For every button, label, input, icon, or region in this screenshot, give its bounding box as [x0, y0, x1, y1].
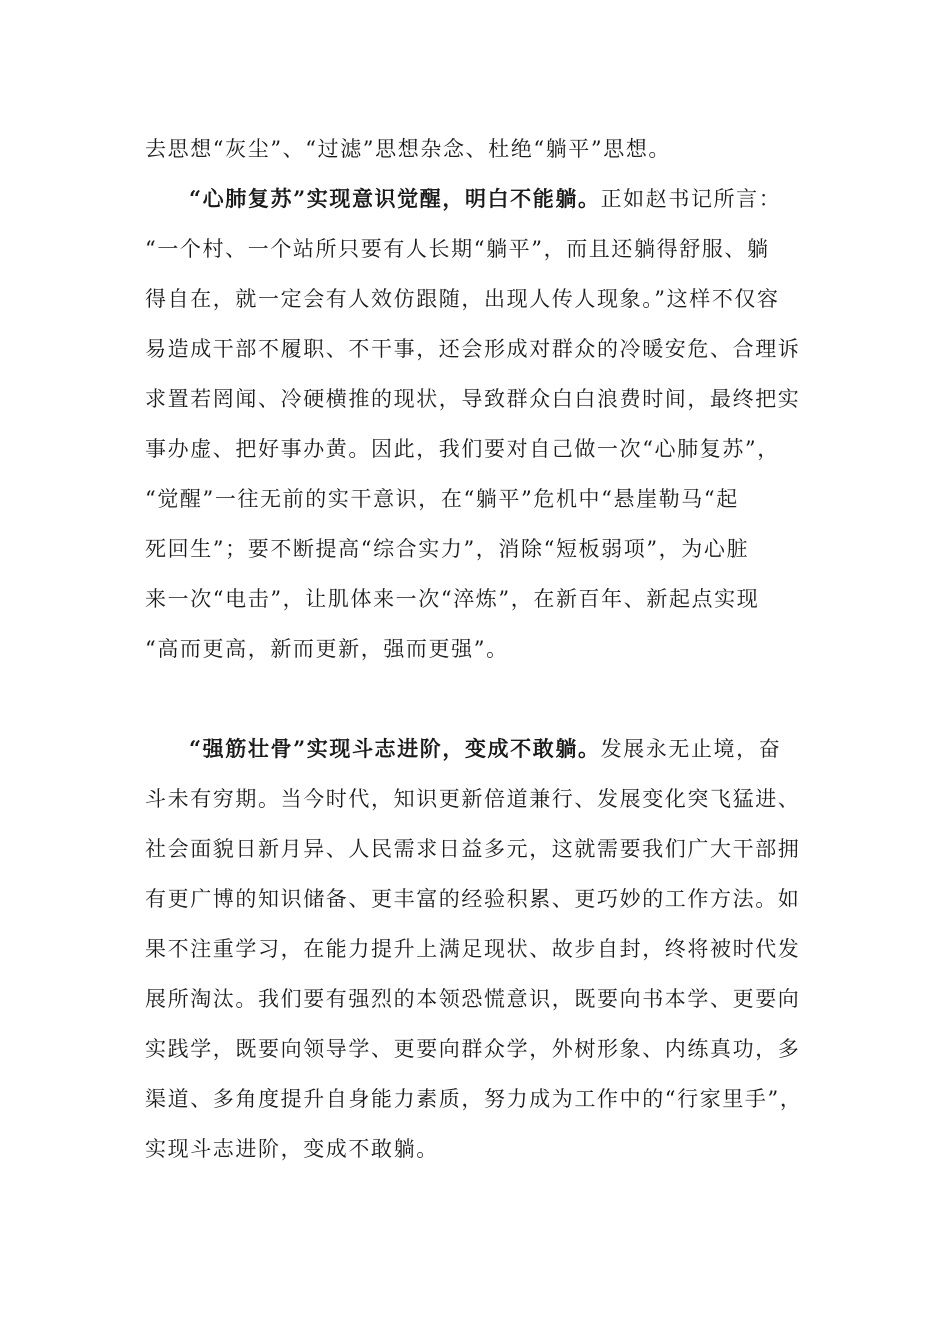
paragraph-3-line-9: 实现斗志进阶，变成不敢躺。 [145, 1137, 439, 1161]
paragraph-3-line-5: 果不注重学习，在能力提升上满足现状、故步自封，终将被时代发 [145, 937, 801, 961]
paragraph-2-line-5: 求置若罔闻、冷硬横推的现状，导致群众白白浪费时间，最终把实 [145, 387, 801, 411]
paragraph-2-line-10: “高而更高，新而更新，强而更强”。 [145, 637, 509, 661]
document-page [145, 124, 813, 1174]
paragraph-1-line-1: 去思想“灰尘”、“过滤”思想杂念、杜绝“躺平”思想。 [145, 137, 672, 161]
paragraph-3-heading: “强筋壮骨”实现斗志进阶，变成不敢躺。 [189, 736, 601, 761]
paragraph-2-line-7: “觉醒”一往无前的实干意识，在“躺平”危机中“悬崖勒马“起 [145, 487, 739, 511]
paragraph-2-line-9: 来一次“电击”，让肌体来一次“淬炼”，在新百年、新起点实现 [145, 587, 760, 611]
paragraph-3-line-2: 斗未有穷期。当今时代，知识更新倍道兼行、发展变化突飞猛进、 [145, 787, 801, 811]
paragraph-2-line-4: 易造成干部不履职、不干事，还会形成对群众的冷暖安危、合理诉 [145, 337, 801, 361]
paragraph-3-line-1 [145, 724, 813, 774]
paragraph-3-line-3: 社会面貌日新月异、人民需求日益多元，这就需要我们广大干部拥 [145, 837, 801, 861]
paragraph-2-line-3: 得自在，就一定会有人效仿跟随，出现人传人现象。”这样不仅容 [145, 287, 780, 311]
paragraph-spacer [145, 674, 813, 724]
paragraph-3-line-8: 渠道、多角度提升自身能力素质，努力成为工作中的“行家里手”， [145, 1087, 803, 1111]
paragraph-3-line-6: 展所淘汰。我们要有强烈的本领恐慌意识，既要向书本学、更要向 [145, 987, 801, 1011]
paragraph-3-line-7: 实践学，既要向领导学、更要向群众学，外树形象、内练真功，多 [145, 1037, 801, 1061]
paragraph-3-line-1-rest: 发展永无止境，奋 [600, 737, 782, 761]
paragraph-2-line-6: 事办虚、把好事办黄。因此，我们要对自己做一次“心肺复苏”， [145, 437, 780, 461]
paragraph-2-line-2: “一个村、一个站所只要有人长期“躺平”，而且还躺得舒服、躺 [145, 237, 770, 261]
paragraph-2-heading: “心肺复苏”实现意识觉醒，明白不能躺。 [189, 186, 601, 211]
paragraph-2-line-8: 死回生”；要不断提高“综合实力”，消除“短板弱项”，为心脏 [145, 537, 750, 561]
paragraph-2-line-1-rest: 正如赵书记所言： [600, 187, 782, 211]
paragraph-2-line-1 [145, 174, 813, 224]
paragraph-3-line-4: 有更广博的知识储备、更丰富的经验积累、更巧妙的工作方法。如 [145, 887, 801, 911]
